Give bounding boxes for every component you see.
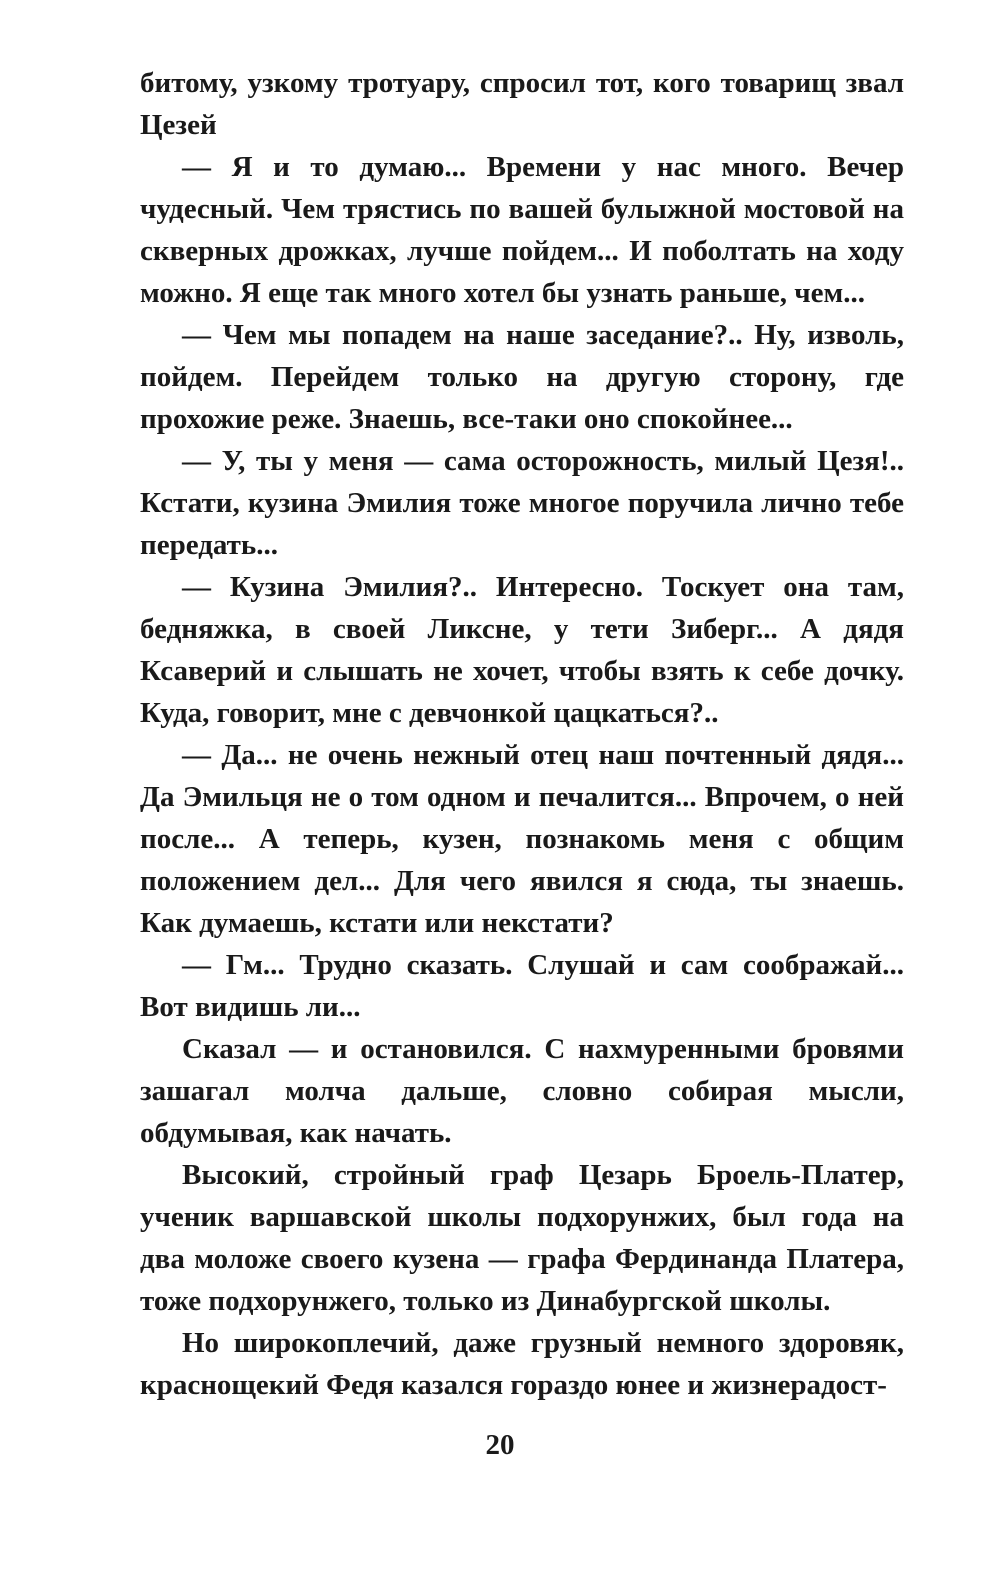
paragraph-1: битому, узкому тротуару, спросил тот, кого товарищ звал Цезей <box>140 67 904 141</box>
paragraph-2: — Я и то думаю... Времени у нас много. Вечер чудесный. Чем трястись по вашей булыжной мостовой на скверных дрожках, лучше пойдем... И поболтать на ходу можно. Я еще так много хотел бы узнать раньше, чем... <box>140 151 904 309</box>
paragraph-3: — Чем мы попадем на наше заседание?.. Ну, изволь, пойдем. Перейдем только на другую сторону, где прохожие реже. Знаешь, все-таки оно спокойнее... <box>140 319 904 435</box>
body-text <box>140 62 904 1406</box>
paragraph-4: — У, ты у меня — сама осторожность, милый Цезя!.. Кстати, кузина Эмилия тоже многое поручила лично тебе передать... <box>140 445 904 561</box>
paragraph-6: — Да... не очень нежный отец наш почтенный дядя... Да Эмильця не о том одном и печалится... Впрочем, о ней после... А теперь, кузен, познакомь меня с общим положением дел... Для чего явился я сюда, ты знаешь. Как думаешь, кстати или некстати? <box>140 739 904 939</box>
paragraph-5: — Кузина Эмилия?.. Интересно. Тоскует она там, бедняжка, в своей Ликсне, у тети Зиберг... А дядя Ксаверий и слышать не хочет, чтобы взять к себе дочку. Куда, говорит, мне с девчонкой цацкаться?.. <box>140 571 904 729</box>
paragraph-8: Сказал — и остановился. С нахмуренными бровями зашагал молча дальше, словно собирая мысли, обдумывая, как начать. <box>140 1033 904 1149</box>
paragraph-9: Высокий, стройный граф Цезарь Броель-Платер, ученик варшавской школы подхорунжих, был года на два моложе своего кузена — графа Фердинанда Платера, тоже подхорунжего, только из Динабургской школы. <box>140 1159 904 1317</box>
paragraph-7: — Гм... Трудно сказать. Слушай и сам соображай... Вот видишь ли... <box>140 949 904 1023</box>
paragraph-10: Но широкоплечий, даже грузный немного здоровяк, краснощекий Федя казался гораздо юнее и жизнерадост- <box>140 1327 904 1401</box>
page-number: 20 <box>485 1429 515 1461</box>
